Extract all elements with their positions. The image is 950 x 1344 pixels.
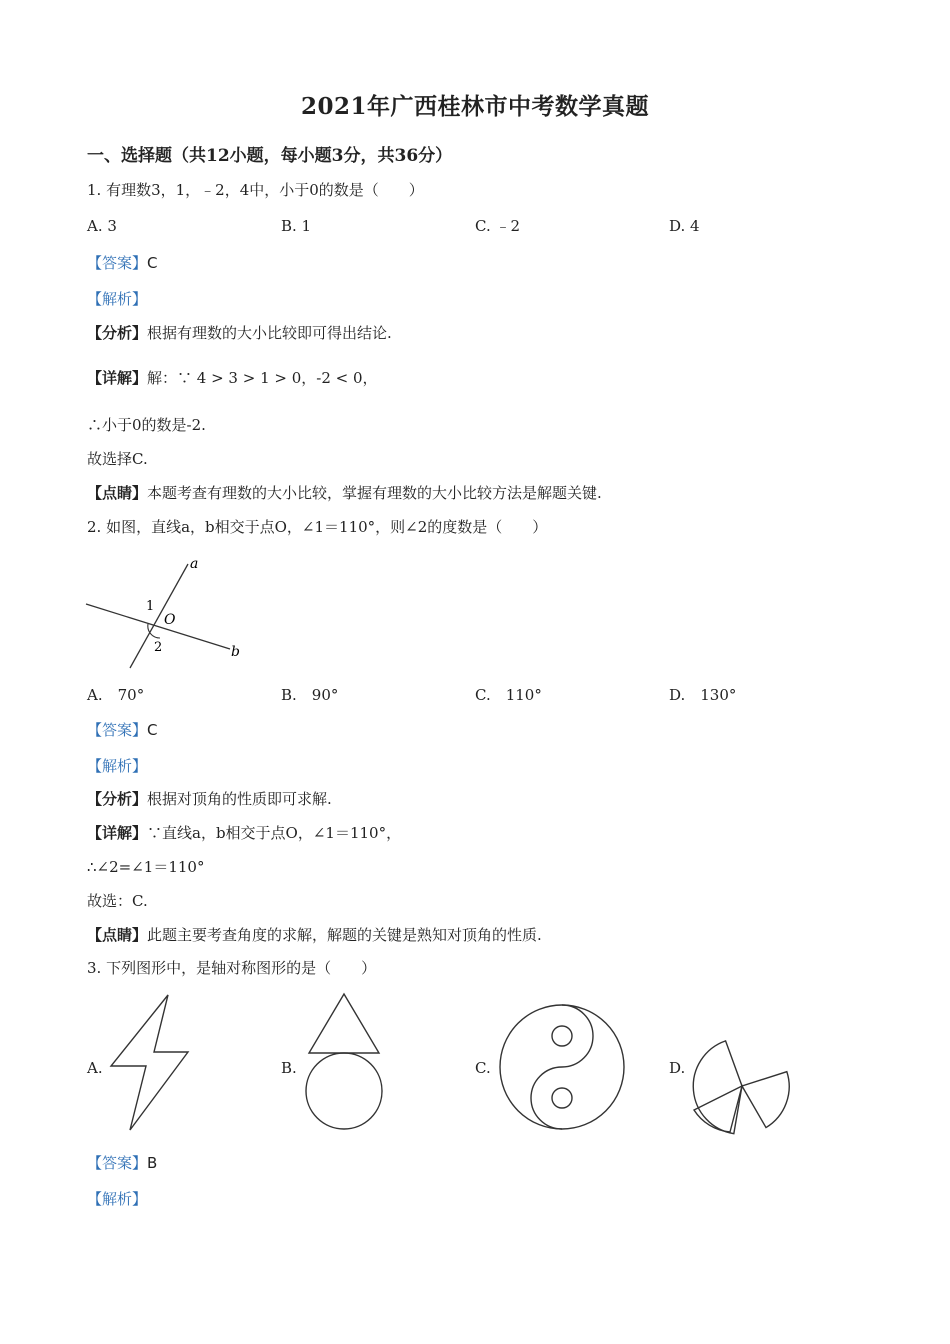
q2-step: ∴∠2=∠1＝110°	[87, 858, 205, 876]
q2-option-d: D. 130°	[669, 686, 737, 704]
analysis-tag: 【解析】	[87, 290, 148, 308]
lightning-icon	[108, 993, 198, 1133]
q1-answer: C	[147, 254, 158, 272]
answer-tag: 【答案】	[87, 1154, 148, 1172]
q1-answer-line	[87, 253, 158, 273]
xiangjie-tag: 【详解】	[87, 824, 148, 842]
label-angle-1: 1	[146, 599, 155, 614]
q2-answer: C	[147, 721, 158, 739]
answer-tag: 【答案】	[87, 721, 148, 739]
page-title: 2021年广西桂林市中考数学真题	[300, 93, 649, 120]
fenxi-tag: 【分析】	[87, 790, 148, 808]
q1-xiangjie-line	[87, 368, 378, 388]
label-o: O	[164, 612, 176, 628]
dianjing-tag: 【点睛】	[87, 484, 148, 502]
q1-stem: 1. 有理数3，1，﹣2，4中，小于0的数是（ ）	[87, 181, 424, 199]
q2-xiangjie-line	[87, 823, 401, 843]
q2-option-a: A. 70°	[87, 686, 145, 704]
q3-answer-line	[87, 1153, 157, 1173]
q3-answer: B	[147, 1154, 158, 1172]
q3-option-c-label: C.	[475, 1059, 491, 1077]
answer-tag: 【答案】	[87, 254, 148, 272]
q2-stem: 2. 如图，直线a，b相交于点O，∠1＝110°，则∠2的度数是（ ）	[87, 518, 548, 536]
q3-analysis-line	[87, 1189, 147, 1209]
label-b: b	[231, 644, 240, 660]
q2-intersecting-lines-figure	[80, 552, 250, 672]
q1-option-b: B. 1	[281, 217, 312, 235]
q2-dianjing-line	[87, 925, 542, 945]
q1-dianjing: 本题考查有理数的大小比较，掌握有理数的大小比较方法是解题关键.	[147, 484, 602, 502]
q1-option-a: A. 3	[87, 217, 117, 235]
q3-option-a-label: A.	[87, 1059, 103, 1077]
label-a: a	[190, 556, 199, 572]
dianjing-tag: 【点睛】	[87, 926, 148, 944]
analysis-tag: 【解析】	[87, 757, 148, 775]
q1-choose: 故选择C.	[87, 450, 148, 468]
q2-xiangjie: ∵直线a，b相交于点O，∠1＝110°，	[147, 824, 402, 842]
label-angle-2: 2	[154, 640, 163, 655]
q2-answer-line	[87, 720, 158, 740]
q1-fenxi-line	[87, 323, 392, 343]
q1-step: ∴小于0的数是-2.	[87, 416, 206, 434]
q1-xiangjie: 解：∵ 4 > 3 > 1 > 0，-2 < 0，	[147, 369, 378, 387]
q2-fenxi: 根据对顶角的性质即可求解.	[147, 790, 332, 808]
triangle-on-circle-icon	[304, 991, 384, 1131]
q1-option-d: D. 4	[669, 217, 700, 235]
q3-option-d-label: D.	[669, 1059, 686, 1077]
q2-option-c: C. 110°	[475, 686, 542, 704]
q3-stem: 3. 下列图形中，是轴对称图形的是（ ）	[87, 959, 377, 977]
analysis-tag: 【解析】	[87, 1190, 148, 1208]
q1-option-c: C. ﹣2	[475, 217, 521, 235]
q3-option-b-label: B.	[281, 1059, 297, 1077]
q2-analysis-line	[87, 756, 147, 776]
yin-yang-icon	[498, 1003, 628, 1133]
three-petal-fan-icon	[690, 1030, 800, 1140]
section-heading: 一、选择题（共12小题，每小题3分，共36分）	[87, 146, 453, 166]
q2-option-b: B. 90°	[281, 686, 339, 704]
q1-analysis-line	[87, 289, 147, 309]
xiangjie-tag: 【详解】	[87, 369, 148, 387]
q2-dianjing: 此题主要考查角度的求解，解题的关键是熟知对顶角的性质.	[147, 926, 542, 944]
fenxi-tag: 【分析】	[87, 324, 148, 342]
q2-choose: 故选：C.	[87, 892, 148, 910]
q2-fenxi-line	[87, 789, 332, 809]
q1-dianjing-line	[87, 483, 602, 503]
q1-fenxi: 根据有理数的大小比较即可得出结论.	[147, 324, 392, 342]
